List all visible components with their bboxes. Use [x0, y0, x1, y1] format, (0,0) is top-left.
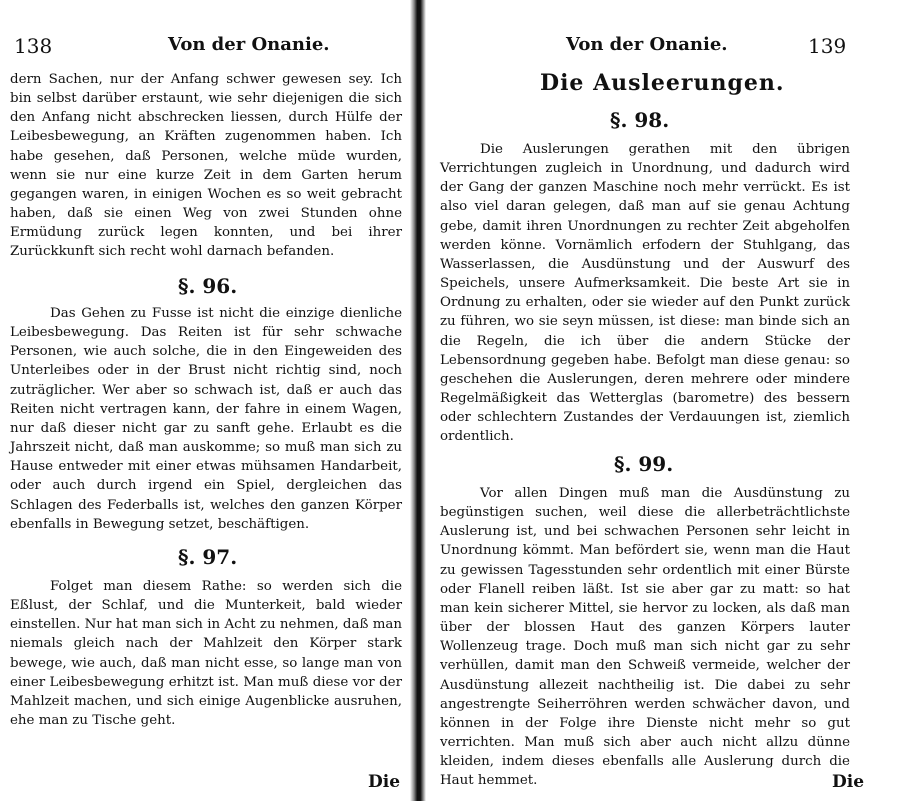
section-98-heading: §. 98.: [610, 108, 670, 132]
right-paragraph-1-block: [440, 140, 850, 447]
left-catchword: Die: [368, 772, 401, 792]
right-catchword: Die: [832, 772, 865, 792]
left-paragraph-3: Folget man diesem Rathe: so werden sich die Eßlust, der Schlaf, und die Munterkeit, bald wieder einstellen. Nur hat man sich in Acht zu nehmen, daß man niemals gleich nach der Mahlzeit den Körper stark bewege, wie auch, daß man nicht esse, so lange man von einer Leibesbewegung erhitzt ist. Man muß diese vor der Mahlzeit machen, und sich einige Augenblicke ausruhen, ehe man zu Tische geht.: [10, 579, 402, 729]
left-paragraph-1: dern Sachen, nur der Anfang schwer gewesen sey. Ich bin selbst darüber erstaunt, wie sehr diejenigen die sich den Anfang nicht abschrecken liessen, durch Hülfe der Leibesbewegung, an Kräften zugenommen haben. Ich habe gesehen, daß Personen, welche müde wurden, wenn sie nur eine kurze Zeit in dem Garten herum gegangen waren, in einigen Wochen es so weit gebracht haben, daß sie einen Weg von zwei Stunden ohne Ermüdung zurück legen konnten, und bei ihrer Zurückkunft sich recht wohl darnach befanden.: [10, 72, 402, 260]
section-96-heading: §. 96.: [178, 274, 238, 298]
left-page-number: 138: [14, 34, 53, 58]
left-paragraph-3-block: [10, 577, 402, 730]
right-page-number: 139: [808, 34, 847, 58]
section-99-heading: §. 99.: [614, 452, 674, 476]
left-running-head: Von der Onanie.: [168, 34, 330, 55]
chapter-title: Die Ausleerungen.: [540, 70, 785, 96]
section-97-heading: §. 97.: [178, 545, 238, 569]
left-paragraph-1-block: [10, 70, 402, 262]
right-paragraph-1: Die Auslerungen gerathen mit den übrigen Verrichtungen zugleich in Unordnung, und dadurch wird der Gang der ganzen Maschine noch mehr verrückt. Es ist also viel daran gelegen, daß man auf sie genau Achtung gebe, damit ihren Unordnungen zu rechter Zeit abgeholfen werden könne. Vornämlich erfodern der Stuhlgang, das Wasserlassen, die Ausdünstung und der Auswurf des Speichels, unsere Aufmerksamkeit. Die beste Art sie in Ordnung zu erhalten, oder sie wieder auf den Punkt zurück zu führen, wo sie seyn müssen, ist diese: man binde sich an die Regeln, die ich über die andern Stücke der Lebensordnung gegeben habe. Befolgt man diese genau: so geschehen die Auslerungen, deren mehrere oder mindere Regelmäßigkeit das Wetterglas (barometre) des bessern oder schlechtern Zustandes der Verdauungen ist, ziemlich ordentlich.: [440, 142, 850, 445]
left-page: [0, 0, 410, 801]
book-gutter: [410, 0, 426, 801]
right-paragraph-2: Vor allen Dingen muß man die Ausdünstung zu begünstigen suchen, weil diese die allerbeträchtlichste Auslerung ist, und bei schwachen Personen sehr leicht in Unordnung kömmt. Man befördert sie, wenn man die Haut zu gewissen Tagesstunden sehr ordentlich mit einer Bürste oder Flanell reiben läßt. Ist sie aber gar zu matt: so hat man kein sicherer Mittel, sie hervor zu locken, als daß man über der blossen Haut des ganzen Körpers lauter Wollenzeug trage. Doch muß man sich nicht gar zu sehr verhüllen, damit man den Schweiß vermeide, welcher der Ausdünstung allezeit nachtheilig ist. Die dabei zu sehr angestrengte Seiherröhren werden schwächer davon, und können in der Folge ihre Dienste nicht mehr so gut verrichten. Man muß sich aber auch nicht allzu dünne kleiden, indem dieses ebenfalls alle Auslerung durch die Haut hemmet.: [440, 486, 850, 789]
left-paragraph-2-block: [10, 304, 402, 534]
right-running-head: Von der Onanie.: [566, 34, 728, 55]
left-paragraph-2: Das Gehen zu Fusse ist nicht die einzige dienliche Leibesbewegung. Das Reiten ist für sehr schwache Personen, wie auch solche, die in den Eingeweiden des Unterleibes oder in der Brust nicht richtig sind, noch zuträglicher. Wer aber so schwach ist, daß er auch das Reiten nicht vertragen kann, der fahre in einem Wagen, nur daß dieser nicht gar zu sanft gehe. Erlaubt es die Jahrszeit nicht, daß man auskomme; so muß man sich zu Hause entweder mit einer etwas mühsamen Handarbeit, oder auch durch irgend ein Spiel, dergleichen das Schlagen des Federballs ist, welches den ganzen Körper ebenfalls in Bewegung setzet, beschäftigen.: [10, 306, 402, 532]
right-paragraph-2-block: [440, 484, 850, 791]
right-page: [426, 0, 906, 801]
